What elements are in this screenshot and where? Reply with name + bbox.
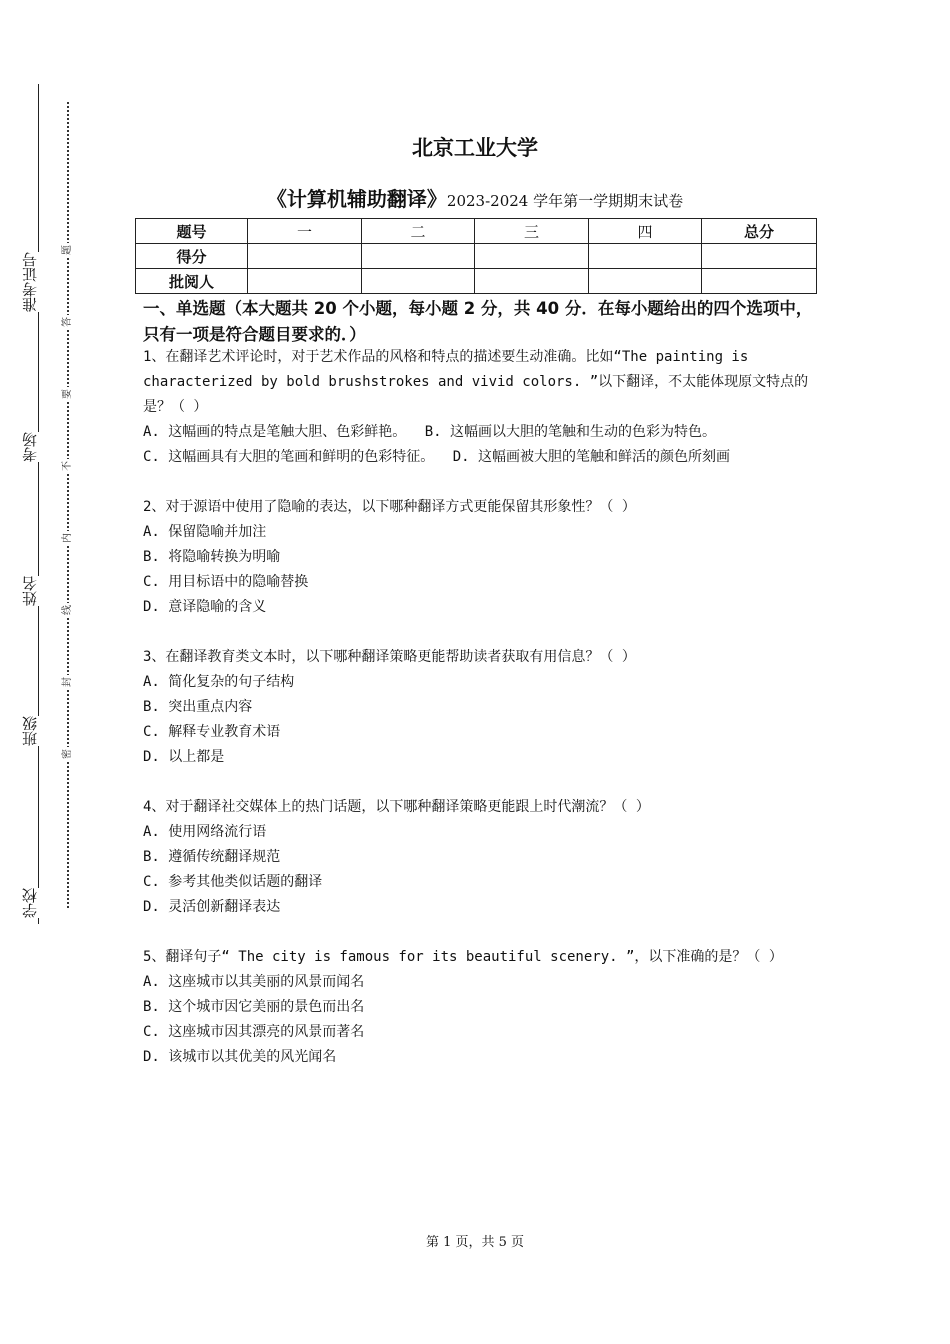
option-text: 使用网络流行语 bbox=[168, 824, 267, 840]
question-1 bbox=[143, 345, 811, 470]
question-stem: 1、在翻译艺术评论时，对于艺术作品的风格和特点的描述要生动准确。比如“The painting is characterized by bold brushstrokes and vivid colors. ”以下翻译，不太能体现原文特点的是？（ ） bbox=[143, 349, 809, 415]
option-letter: B. bbox=[424, 424, 442, 440]
option-c[interactable] bbox=[143, 1020, 811, 1045]
option-text: 该城市以其优美的风光闻名 bbox=[168, 1049, 337, 1065]
binding-field-exam-number: 准考证号 bbox=[22, 252, 42, 312]
question-stem: 3、在翻译教育类文本时，以下哪种翻译策略更能帮助读者获取有用信息？（ ） bbox=[143, 649, 636, 665]
option-a[interactable] bbox=[143, 424, 406, 440]
option-text: 这幅画以大胆的笔触和生动的色彩为特色。 bbox=[450, 424, 717, 440]
option-a[interactable] bbox=[143, 820, 811, 845]
option-d[interactable] bbox=[143, 895, 811, 920]
option-text: 这座城市以其美丽的风景而闻名 bbox=[168, 974, 365, 990]
question-4 bbox=[143, 795, 811, 920]
option-text: 以上都是 bbox=[168, 749, 225, 765]
option-a[interactable] bbox=[143, 670, 811, 695]
option-d[interactable] bbox=[143, 595, 811, 620]
option-b[interactable] bbox=[143, 995, 811, 1020]
option-text: 突出重点内容 bbox=[168, 699, 253, 715]
exam-title bbox=[0, 183, 950, 212]
option-row bbox=[143, 445, 811, 470]
score-cell[interactable] bbox=[589, 244, 702, 269]
option-text: 简化复杂的句子结构 bbox=[168, 674, 295, 690]
option-b[interactable] bbox=[143, 845, 811, 870]
section-heading: 一、单选题（本大题共 20 个小题，每小题 2 分，共 40 分．在每小题给出的四个选项中，只有一项是符合题目要求的．） bbox=[143, 299, 813, 344]
seal-char: 密 bbox=[62, 749, 73, 759]
score-cell[interactable] bbox=[248, 244, 362, 269]
table-row bbox=[136, 244, 817, 269]
option-row bbox=[143, 420, 811, 445]
option-b[interactable] bbox=[143, 545, 811, 570]
option-letter: D. bbox=[143, 899, 160, 915]
binding-field-class: 班级 bbox=[22, 716, 42, 746]
option-c[interactable] bbox=[143, 570, 811, 595]
option-text: 意译隐喻的含义 bbox=[168, 599, 267, 615]
question-3 bbox=[143, 645, 811, 770]
seal-char: 不 bbox=[62, 461, 73, 471]
option-letter: B. bbox=[143, 549, 160, 565]
question-stem: 2、对于源语中使用了隐喻的表达，以下哪种翻译方式更能保留其形象性？（ ） bbox=[143, 499, 636, 515]
option-letter: D. bbox=[143, 1049, 160, 1065]
option-text: 这幅画被大胆的笔触和鲜活的颜色所刻画 bbox=[478, 449, 731, 465]
option-letter: B. bbox=[143, 999, 160, 1015]
option-letter: C. bbox=[143, 874, 160, 890]
option-letter: C. bbox=[143, 1024, 160, 1040]
seal-char: 题 bbox=[62, 245, 73, 255]
grader-cell[interactable] bbox=[248, 269, 362, 294]
table-row bbox=[136, 219, 817, 244]
question-5 bbox=[143, 945, 811, 1070]
option-c[interactable] bbox=[143, 449, 434, 465]
option-c[interactable] bbox=[143, 720, 811, 745]
school-name: 北京工业大学 bbox=[412, 136, 538, 160]
option-a[interactable] bbox=[143, 520, 811, 545]
option-letter: C. bbox=[143, 724, 160, 740]
option-d[interactable] bbox=[143, 1045, 811, 1070]
option-text: 用目标语中的隐喻替换 bbox=[168, 574, 309, 590]
option-d[interactable] bbox=[143, 745, 811, 770]
score-cell[interactable] bbox=[475, 244, 589, 269]
grader-cell[interactable] bbox=[475, 269, 589, 294]
option-text: 参考其他类似话题的翻译 bbox=[168, 874, 323, 890]
option-b[interactable] bbox=[143, 695, 811, 720]
seal-char: 线 bbox=[62, 605, 73, 615]
option-text: 这幅画具有大胆的笔画和鲜明的色彩特征。 bbox=[168, 449, 435, 465]
score-cell[interactable] bbox=[702, 244, 817, 269]
column-header: 三 bbox=[475, 219, 589, 244]
binding-field-school: 学校 bbox=[22, 888, 42, 918]
option-letter: B. bbox=[143, 849, 160, 865]
question-stem: 5、翻译句子“ The city is famous for its beautiful scenery. ”，以下准确的是？（ ） bbox=[143, 949, 783, 965]
question-stem: 4、对于翻译社交媒体上的热门话题，以下哪种翻译策略更能跟上时代潮流？（ ） bbox=[143, 799, 650, 815]
option-text: 灵活创新翻译表达 bbox=[168, 899, 281, 915]
option-c[interactable] bbox=[143, 870, 811, 895]
column-header-total: 总分 bbox=[702, 219, 817, 244]
option-letter: D. bbox=[143, 749, 160, 765]
option-letter: B. bbox=[143, 699, 160, 715]
option-letter: A. bbox=[143, 674, 160, 690]
seal-char: 封 bbox=[62, 677, 73, 687]
column-header: 四 bbox=[589, 219, 702, 244]
row-label-question-number: 题号 bbox=[136, 219, 248, 244]
option-text: 这个城市因它美丽的景色而出名 bbox=[168, 999, 365, 1015]
option-letter: A. bbox=[143, 824, 160, 840]
table-row bbox=[136, 269, 817, 294]
column-header: 一 bbox=[248, 219, 362, 244]
seal-char: 要 bbox=[62, 389, 73, 399]
option-text: 这座城市因其漂亮的风景而著名 bbox=[168, 1024, 365, 1040]
option-text: 遵循传统翻译规范 bbox=[168, 849, 281, 865]
option-text: 保留隐喻并加注 bbox=[168, 524, 267, 540]
option-letter: A. bbox=[143, 424, 160, 440]
option-letter: C. bbox=[143, 449, 160, 465]
score-table bbox=[135, 218, 817, 294]
row-label-grader: 批阅人 bbox=[136, 269, 248, 294]
row-label-score: 得分 bbox=[136, 244, 248, 269]
grader-cell[interactable] bbox=[589, 269, 702, 294]
seal-char: 答 bbox=[62, 317, 73, 327]
score-cell[interactable] bbox=[362, 244, 475, 269]
option-text: 这幅画的特点是笔触大胆、色彩鲜艳。 bbox=[168, 424, 407, 440]
question-list bbox=[143, 345, 811, 1095]
option-letter: A. bbox=[143, 524, 160, 540]
question-2 bbox=[143, 495, 811, 620]
option-d[interactable] bbox=[453, 449, 730, 465]
option-letter: D. bbox=[452, 449, 470, 465]
grader-cell[interactable] bbox=[702, 269, 817, 294]
binding-field-exam-room: 考场 bbox=[22, 432, 42, 462]
course-name: 《计算机辅助翻译》 bbox=[266, 187, 447, 211]
seal-char: 内 bbox=[62, 533, 73, 543]
exam-term: 2023-2024 学年第一学期期末试卷 bbox=[446, 192, 684, 210]
page-footer: 第 1 页，共 5 页 bbox=[425, 1235, 525, 1250]
column-header: 二 bbox=[362, 219, 475, 244]
option-a[interactable] bbox=[143, 970, 811, 995]
option-letter: C. bbox=[143, 574, 160, 590]
option-b[interactable] bbox=[425, 424, 716, 440]
option-letter: D. bbox=[143, 599, 160, 615]
option-text: 将隐喻转换为明喻 bbox=[168, 549, 281, 565]
binding-field-name: 姓名 bbox=[22, 576, 42, 606]
option-text: 解释专业教育术语 bbox=[168, 724, 281, 740]
grader-cell[interactable] bbox=[362, 269, 475, 294]
option-letter: A. bbox=[143, 974, 160, 990]
